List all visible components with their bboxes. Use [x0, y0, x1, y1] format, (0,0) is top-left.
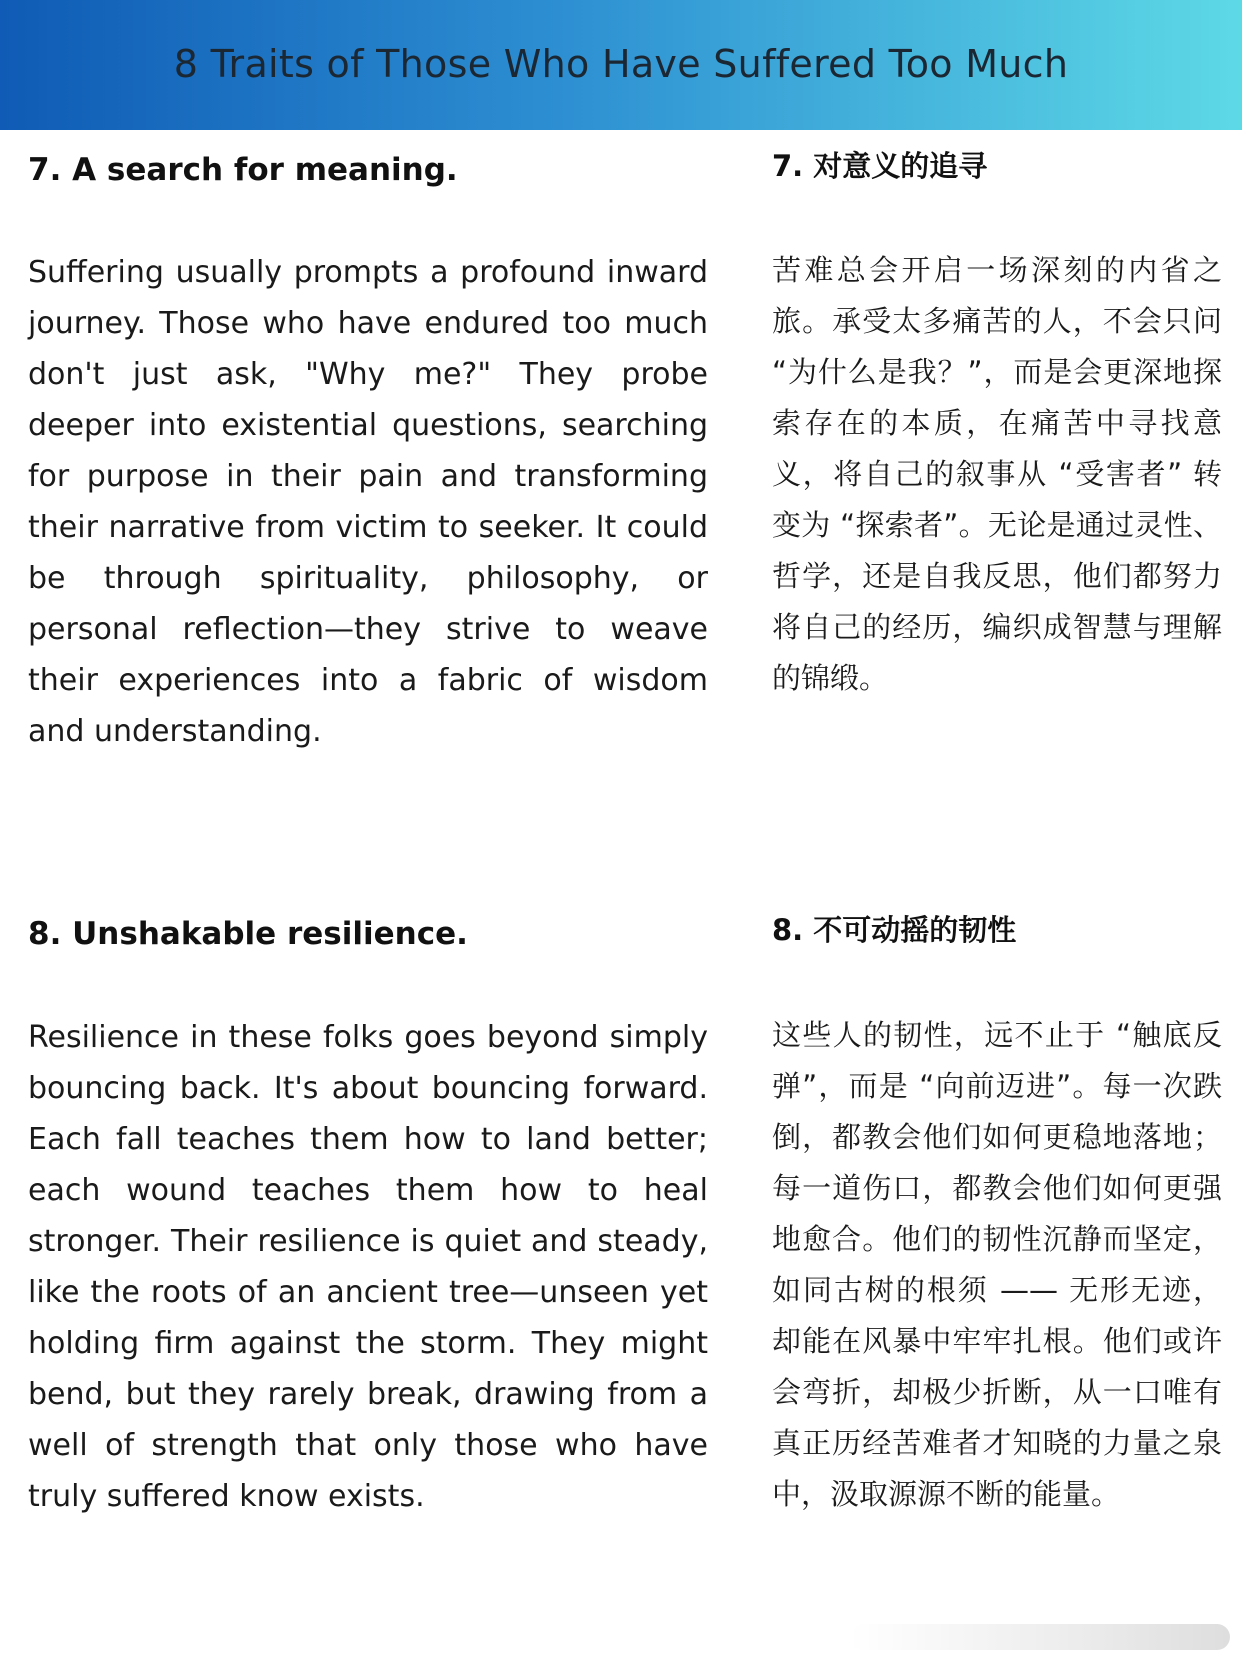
section-7-heading-zh: 7. 对意义的追寻	[772, 149, 988, 183]
section-8-heading-en: 8. Unshakable resilience.	[28, 916, 468, 952]
section-8-body-zh: 这些人的韧性，远不止于 “触底反弹”，而是 “向前迈进”。每一次跌倒，都教会他们如何更稳地落地；每一道伤口，都教会他们如何更强地愈合。他们的韧性沉静而坚定，如同古树的根须 —— 无形无迹，却能在风暴中牢牢扎根。他们或许会弯折，却极少折断，从一口唯有真正历经苦难者才知晓的力量之泉中，汲取源源不断的能量。	[772, 1018, 1222, 1511]
page-title: 8 Traits of Those Who Have Suffered Too Much	[173, 42, 1069, 86]
watermark-strip	[850, 1624, 1230, 1650]
section-7-heading-en: 7. A search for meaning.	[28, 152, 458, 188]
section-8-heading-zh: 8. 不可动摇的韧性	[772, 913, 1017, 947]
section-7-body-zh: 苦难总会开启一场深刻的内省之旅。承受太多痛苦的人，不会只问 “为什么是我？”，而是会更深地探索存在的本质，在痛苦中寻找意义，将自己的叙事从 “受害者” 转变为 “探索者”。无论是通过灵性、哲学，还是自我反思，他们都努力将自己的经历，编织成智慧与理解的锦缎。	[772, 253, 1222, 695]
title-banner	[0, 0, 1242, 130]
section-8-body-en: Resilience in these folks goes beyond simply bouncing back. It's about bouncing forward. Each fall teaches them how to land better; each wound teaches them how to heal stronger. Their resilience is quiet and steady, like the roots of an ancient tree—unseen yet holding firm against the storm. They might bend, but they rarely break, drawing from a well of strength that only those who have truly suffered know exists.	[28, 1020, 708, 1514]
section-7-body-en: Suffering usually prompts a profound inward journey. Those who have endured too much don't just ask, "Why me?" They probe deeper into existential questions, searching for purpose in their pain and transforming their narrative from victim to seeker. It could be through spirituality, philosophy, or personal reflection—they strive to weave their experiences into a fabric of wisdom and understanding.	[28, 255, 708, 749]
